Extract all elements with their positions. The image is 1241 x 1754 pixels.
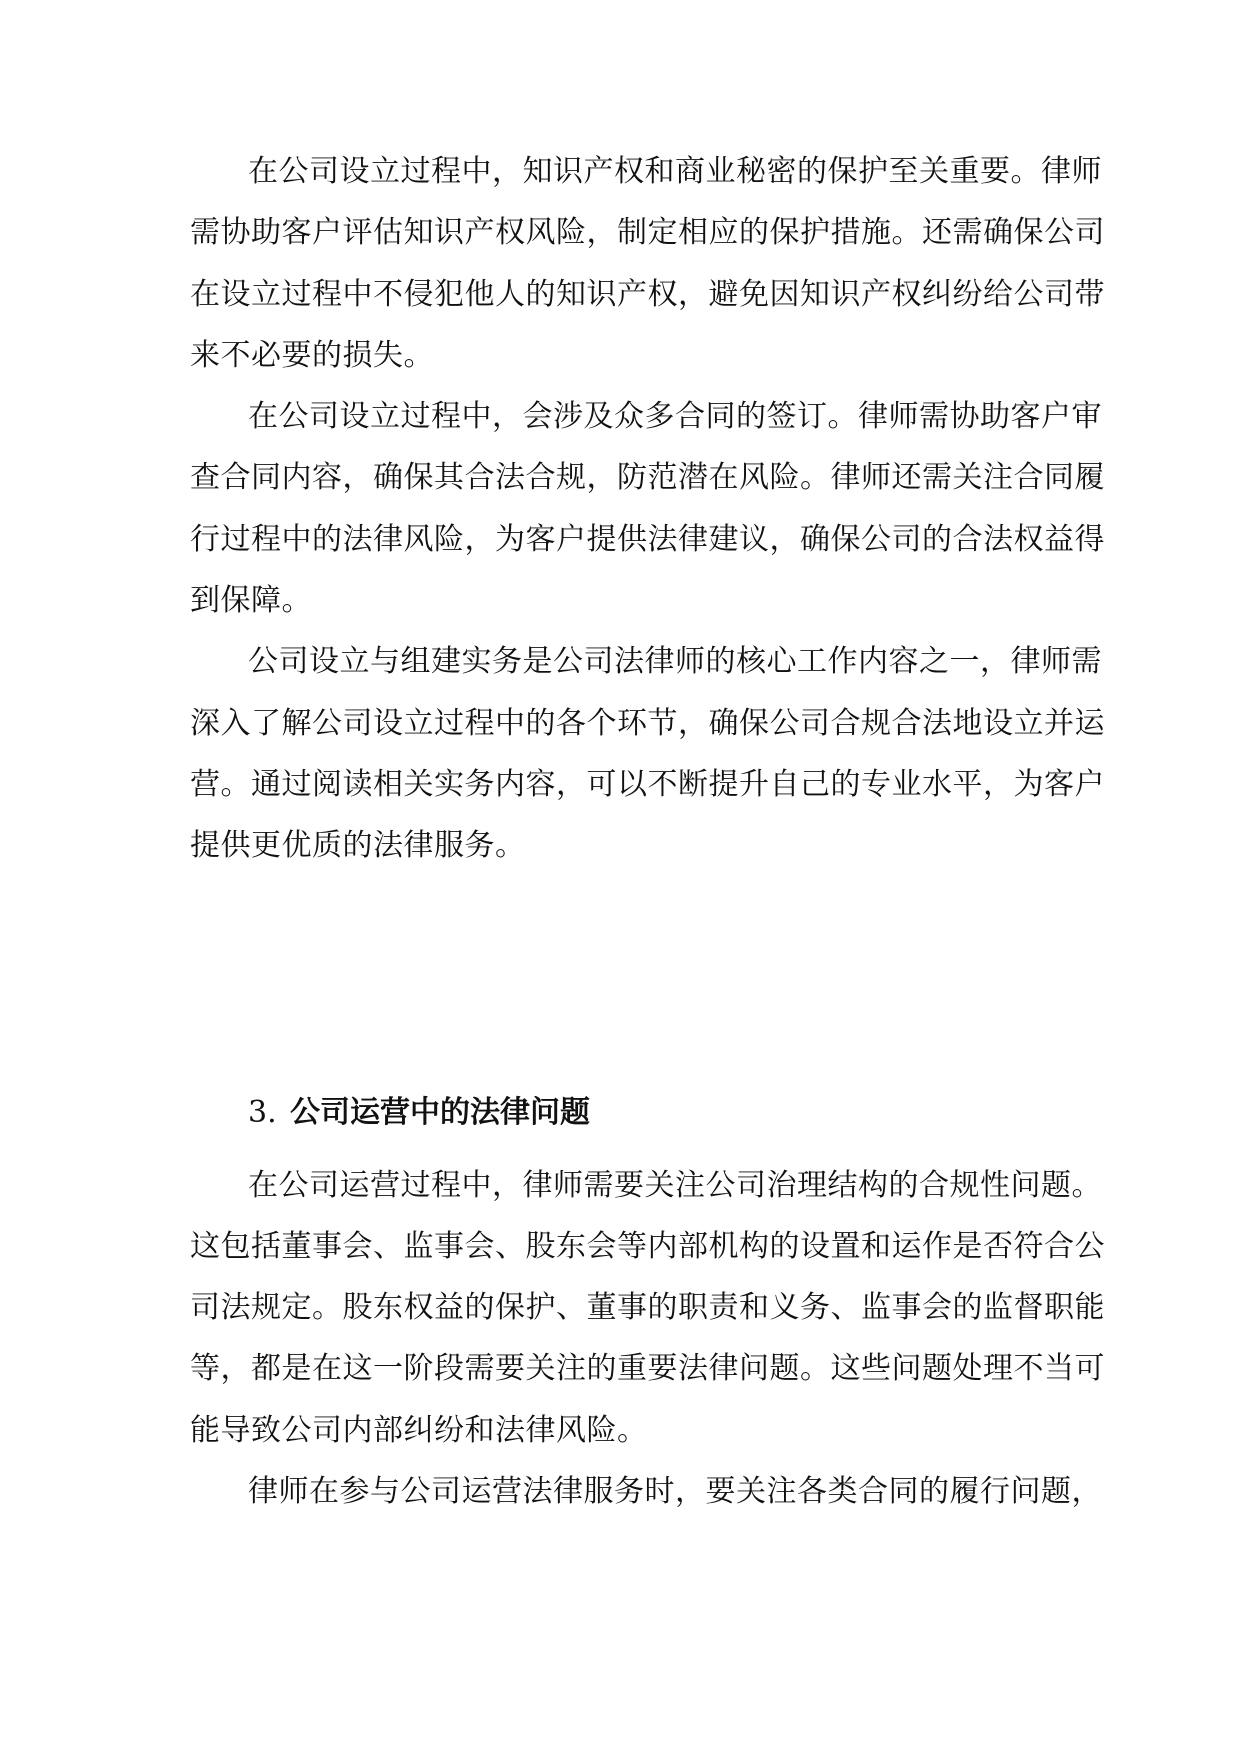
paragraph-4-line-5: 能导致公司内部纠纷和法律风险。 (190, 1413, 648, 1448)
paragraph-3-line-3: 营。通过阅读相关实务内容，可以不断提升自己的专业水平，为客户 (190, 767, 1105, 802)
paragraph-3-line-1: 公司设立与组建实务是公司法律师的核心工作内容之一，律师需 (248, 644, 1102, 679)
section-title: 公司运营中的法律问题 (290, 1095, 590, 1130)
section-number: 3. (248, 1095, 277, 1130)
section-heading (248, 1093, 590, 1133)
paragraph-1-line-1: 在公司设立过程中，知识产权和商业秘密的保护至关重要。律师 (248, 154, 1102, 189)
paragraph-2-line-3: 行过程中的法律风险，为客户提供法律建议，确保公司的合法权益得 (190, 522, 1105, 557)
paragraph-1-line-4: 来不必要的损失。 (190, 338, 434, 373)
paragraph-5-line-1: 律师在参与公司运营法律服务时，要关注各类合同的履行问题， (248, 1474, 1102, 1509)
paragraph-1-line-2: 需协助客户评估知识产权风险，制定相应的保护措施。还需确保公司 (190, 215, 1105, 250)
paragraph-3-line-4: 提供更优质的法律服务。 (190, 828, 526, 863)
paragraph-2-line-1: 在公司设立过程中，会涉及众多合同的签订。律师需协助客户审 (248, 399, 1102, 434)
paragraph-1-line-3: 在设立过程中不侵犯他人的知识产权，避免因知识产权纠纷给公司带 (190, 277, 1105, 312)
paragraph-4-line-3: 司法规定。股东权益的保护、董事的职责和义务、监事会的监督职能 (190, 1290, 1105, 1325)
paragraph-4-line-4: 等，都是在这一阶段需要关注的重要法律问题。这些问题处理不当可 (190, 1351, 1105, 1386)
paragraph-2-line-2: 查合同内容，确保其合法合规，防范潜在风险。律师还需关注合同履 (190, 460, 1105, 495)
paragraph-3-line-2: 深入了解公司设立过程中的各个环节，确保公司合规合法地设立并运 (190, 706, 1105, 741)
paragraph-4-line-2: 这包括董事会、监事会、股东会等内部机构的设置和运作是否符合公 (190, 1229, 1105, 1264)
paragraph-4-line-1: 在公司运营过程中，律师需要关注公司治理结构的合规性问题。 (248, 1168, 1102, 1203)
paragraph-2-line-4: 到保障。 (190, 583, 312, 618)
